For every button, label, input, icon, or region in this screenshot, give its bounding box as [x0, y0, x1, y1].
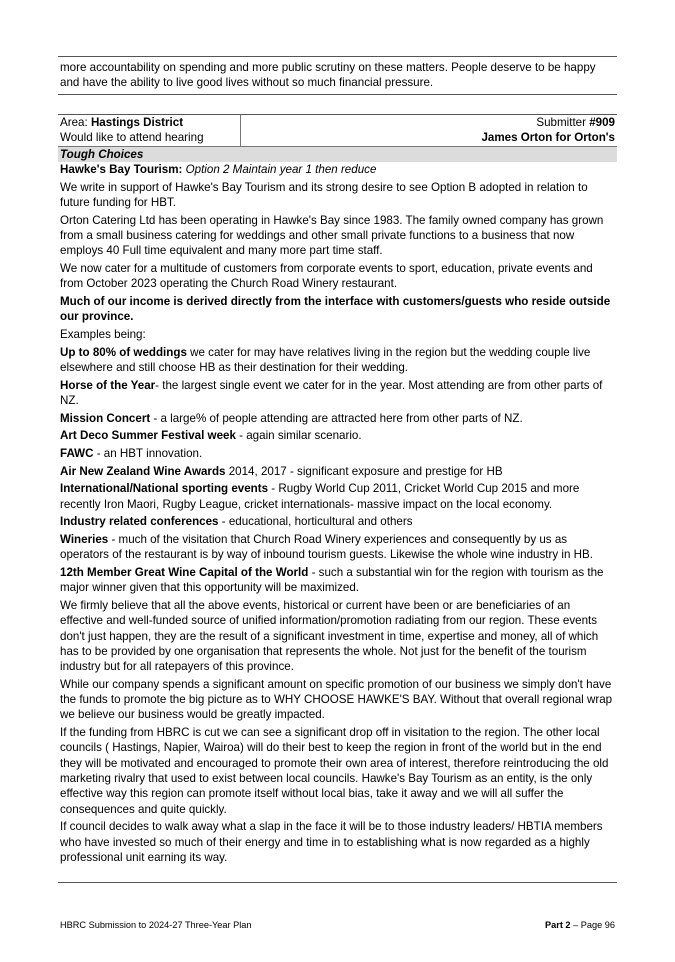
- footer-page-number: Part 2 – Page 96: [545, 920, 615, 930]
- body-paragraph: FAWC - an HBT innovation.: [60, 446, 203, 460]
- body-paragraph: Industry related conferences - educational, horticultural and others: [60, 515, 413, 529]
- body-paragraph: We firmly believe that all the above events, historical or current have been or are beneficiaries of an effective and well-funded source of unified information/promotion radiating from our region. These events don't just happen, they are the result of a significant investment in time, expertise and money, all of which has to be provided by one organisation that represents the whole. Not just for the benefit of the tourism industry but for all ratepayers of this province.: [60, 598, 599, 674]
- body-paragraph: International/National sporting events - Rugby World Cup 2011, Cricket World Cup 2015 and more recently Iron Maori, Rugby League, cricket internationals- massive impact on the local economy.: [60, 482, 580, 511]
- body-paragraph: Wineries - much of the visitation that Church Road Winery experiences and consequently by us as operators of the restaurant is by way of inbound tourism guests. Likewise the whole wine industry in HB.: [60, 533, 593, 562]
- paragraph-list: [58, 180, 617, 866]
- submitter-number: #909: [589, 116, 615, 129]
- body-paragraph: While our company spends a significant amount on specific promotion of our business we simply don't have the funds to promote the big picture as to WHY CHOOSE HAWKE'S BAY. Without that overall regional wrap we believe our business would be greatly impacted.: [60, 677, 613, 722]
- submission-body: [58, 162, 617, 868]
- body-paragraph: Orton Catering Ltd has been operating in Hawke's Bay since 1983. The family owned company has grown from a small business catering for weddings and other small private functions to a business that now employs 40 Full time equivalent and many more part time staff.: [60, 213, 604, 258]
- area-cell: Area: Hastings District: [58, 115, 241, 130]
- bottom-rule: [58, 882, 617, 883]
- separator-rule: [58, 94, 617, 95]
- body-paragraph: We now cater for a multitude of customers from corporate events to sport, education, private events and from October 2023 operating the Church Road Winery restaurant.: [60, 261, 593, 291]
- body-paragraph: 12th Member Great Wine Capital of the World - such a substantial win for the region with tourism as the major winner given that this opportunity will be maximized.: [60, 565, 604, 595]
- body-paragraph: Horse of the Year- the largest single event we cater for in the year. Most attending are from other parts of NZ.: [60, 378, 603, 407]
- footer-title: HBRC Submission to 2024-27 Three-Year Plan: [60, 920, 252, 930]
- hbt-option-line: Hawke's Bay Tourism: Option 2 Maintain year 1 then reduce: [60, 163, 377, 176]
- section-title: Tough Choices: [58, 146, 617, 162]
- body-paragraph: Air New Zealand Wine Awards 2014, 2017 - significant exposure and prestige for HB: [60, 464, 503, 478]
- body-paragraph: Art Deco Summer Festival week - again similar scenario.: [60, 429, 362, 443]
- body-paragraph: Up to 80% of weddings we cater for may have relatives living in the region but the wedding couple live elsewhere and still choose HB as their destination for their wedding.: [60, 345, 591, 374]
- page-footer: [60, 918, 615, 933]
- intro-paragraph: more accountability on spending and more public scrutiny on these matters. People deserve to be happy and have the ability to live good lives without so much financial pressure.: [60, 61, 596, 90]
- body-paragraph: We write in support of Hawke's Bay Tourism and its strong desire to see Option B adopted in relation to future funding for HBT.: [60, 180, 588, 209]
- body-paragraph: Mission Concert - a large% of people attending are attracted here from other parts of NZ.: [60, 411, 523, 425]
- body-paragraph: If the funding from HBRC is cut we can see a significant drop off in visitation to the region. The other local councils ( Hastings, Napier, Wairoa) will do their best to keep the region in front of the world but in the end they will be motivated and encouraged to promote their own area of interest, therefore reintroducing the old marketing rivalry that used to exist between local councils. Hawke's Bay Tourism as an entity, is the only effective way this region can promote itself without local bias, take it away and we will all suffer the consequences and quite quickly.: [60, 726, 609, 816]
- body-paragraph: If council decides to walk away what a slap in the face it will be to those industry leaders/ HBTIA members who have invested so much of their energy and time in to establishing what is now regarded as a highly professional unit earning its way.: [60, 820, 603, 864]
- submitter-name: James Orton for Orton's: [481, 131, 615, 145]
- intro-block: [58, 56, 617, 95]
- submitter-cell: Submitter #909: [536, 116, 615, 129]
- body-paragraph: Much of our income is derived directly from the interface with customers/guests who reside outside our province.: [60, 294, 611, 324]
- area-value: Hastings District: [90, 116, 184, 129]
- submission-header: [58, 114, 617, 162]
- hearing-cell: Would like to attend hearing: [58, 130, 241, 145]
- body-paragraph: Examples being:: [60, 327, 146, 341]
